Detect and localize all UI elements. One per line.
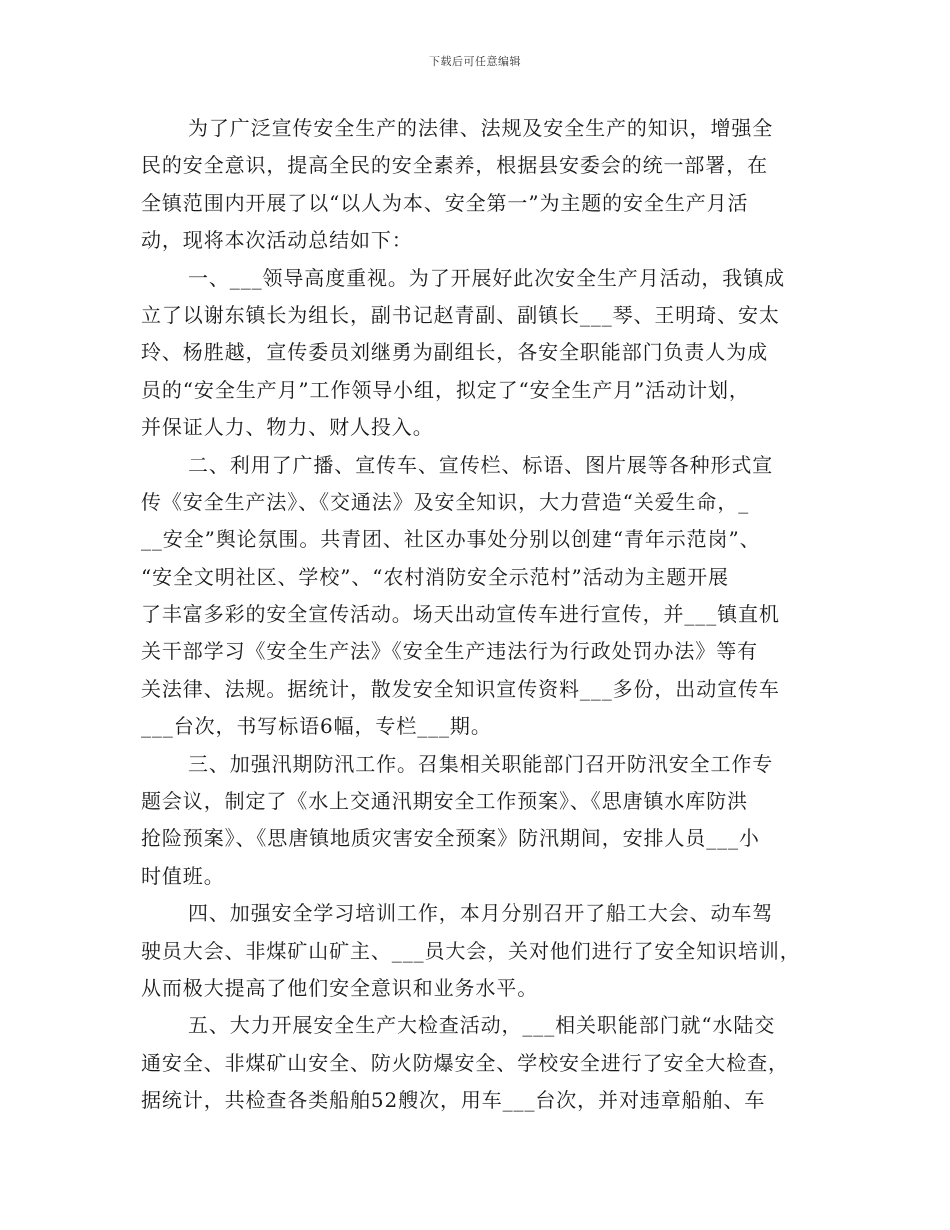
text-line: 员的“安全生产月”工作领导小组，拟定了“安全生产月”活动计划，	[141, 377, 750, 402]
text-line: 并保证人力、物力、财人投入。	[141, 415, 434, 440]
text-line: __安全”舆论氛围。共青团、社区办事处分别以创建“青年示范岗”、	[141, 527, 761, 552]
paragraph-section-2	[141, 447, 813, 746]
text-line: 动，现将本次活动总结如下：	[141, 228, 413, 253]
document-body	[141, 110, 813, 1120]
text-line: 全镇范围内开展了以“以人为本、安全第一”为主题的安全生产月活	[141, 190, 749, 215]
paragraph-section-5	[141, 1007, 813, 1119]
text-line: 关法律、法规。据统计，散发安全知识宣传资料___多份，出动宣传车	[141, 676, 780, 701]
text-line: 传《安全生产法》、《交通法》及安全知识，大力营造“关爱生命，_	[141, 489, 750, 514]
paragraph-section-4	[141, 895, 813, 1007]
text-line: 通安全、非煤矿山安全、防火防爆安全、学校安全进行了安全大检查，	[141, 1050, 789, 1075]
text-line: 了丰富多彩的安全宣传活动。场天出动宣传车进行宣传，并___镇直机	[141, 602, 780, 627]
text-line: “安全文明社区、学校”、“农村消防安全示范村”活动为主题开展	[141, 564, 729, 589]
text-line: 立了以谢东镇长为组长，副书记赵青副、副镇长___琴、王明琦、安太	[141, 302, 780, 327]
paragraph-intro	[141, 110, 813, 260]
text-line: 三、加强汛期防汛工作。召集相关职能部门召开防汛安全工作专	[188, 751, 774, 776]
text-line: 抢险预案》、《思唐镇地质灾害安全预案》防汛期间，安排人员___小	[141, 826, 760, 851]
text-line: 玲、杨胜越，宣传委员刘继勇为副组长，各安全职能部门负责人为成	[141, 340, 768, 365]
text-line: 驶员大会、非煤矿山矿主、___员大会，关对他们进行了安全知识培训，	[141, 938, 801, 963]
text-line: ___台次，书写标语6幅，专栏___期。	[141, 714, 492, 739]
paragraph-section-3	[141, 746, 813, 896]
text-line: 据统计，共检查各类船舶52艘次，用车___台次，并对违章船舶、车	[141, 1088, 766, 1113]
text-line: 题会议，制定了《水上交通汛期安全工作预案》、《思唐镇水库防洪	[141, 789, 748, 814]
text-line: 民的安全意识，提高全民的安全素养，根据县安委会的统一部署，在	[141, 153, 768, 178]
text-line: 时值班。	[141, 863, 225, 888]
page-header: 下载后可任意编辑	[429, 55, 521, 68]
text-line: 二、利用了广播、宣传车、宣传栏、标语、图片展等各种形式宣	[188, 452, 774, 477]
text-line: 为了广泛宣传安全生产的法律、法规及安全生产的知识，增强全	[188, 116, 774, 140]
text-line: 四、加强安全学习培训工作，本月分别召开了船工大会、动车驾	[188, 901, 774, 926]
text-line: 从而极大提高了他们安全意识和业务水平。	[141, 975, 539, 1000]
text-line: 关干部学习《安全生产法》《安全生产违法行为行政处罚办法》等有	[141, 639, 758, 664]
text-line: 五、大力开展安全生产大检查活动，___相关职能部门就“水陆交	[188, 1013, 776, 1038]
paragraph-section-1	[141, 260, 813, 447]
text-line: 一、___领导高度重视。为了开展好此次安全生产月活动，我镇成	[188, 265, 785, 290]
